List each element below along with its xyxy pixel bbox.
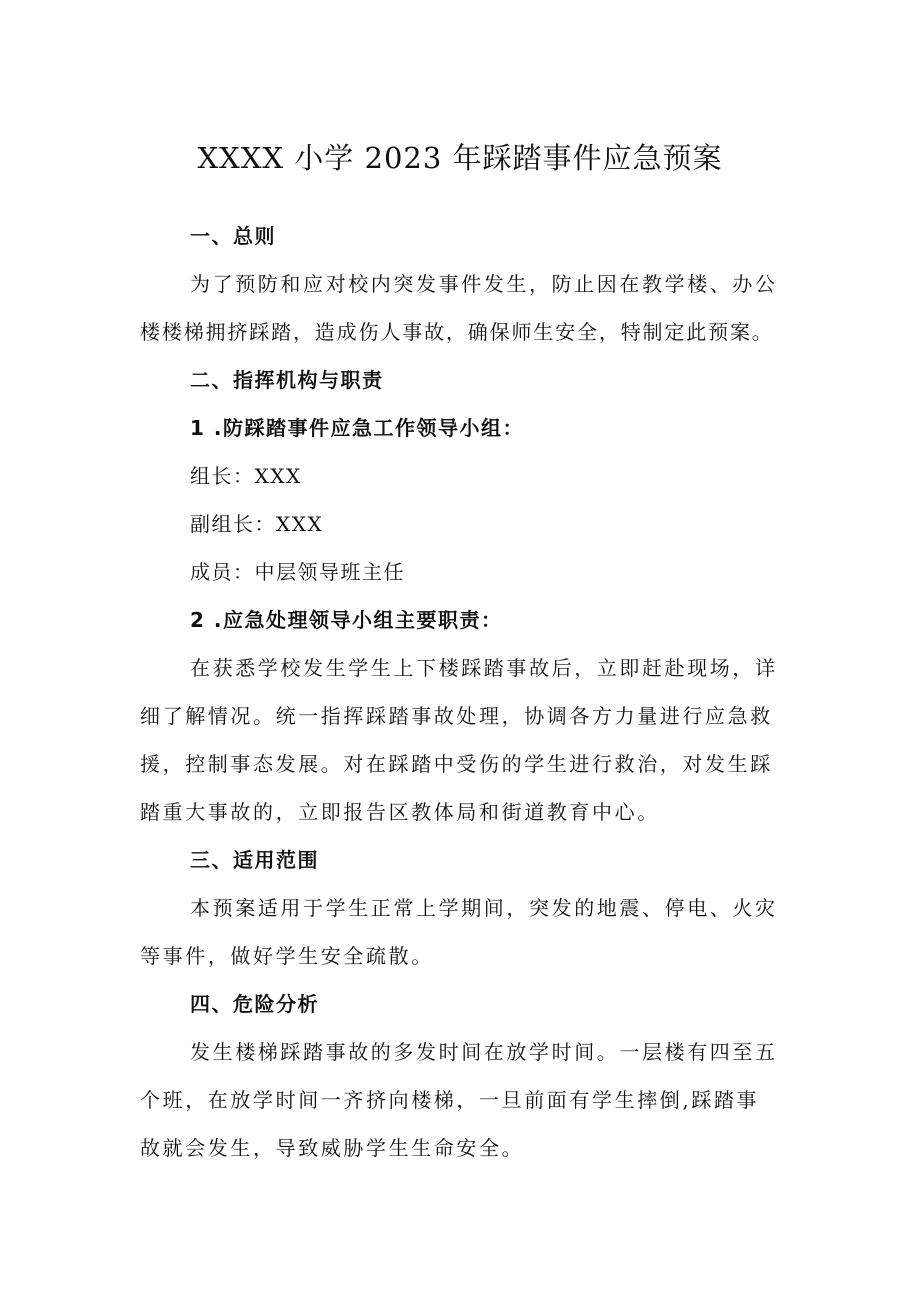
paragraph-line: 为了预防和应对校内突发事件发生，防止因在教学楼、办公 — [190, 272, 778, 296]
paragraph-line: 个班，在放学时间一齐挤向楼梯，一旦前面有学生摔倒,踩踏事 — [140, 1088, 760, 1112]
paragraph-line: 故就会发生，导致威胁学生生命安全。 — [140, 1136, 525, 1160]
paragraph-line: 楼楼梯拥挤踩踏，造成伤人事故，确保师生安全，特制定此预案。 — [140, 320, 774, 344]
section-heading-risk: 四、危险分析 — [190, 992, 319, 1016]
paragraph-line: 等事件，做好学生安全疏散。 — [140, 944, 434, 968]
paragraph-line: 本预案适用于学生正常上学期间，突发的地震、停电、火灾 — [190, 896, 778, 920]
paragraph-line: 发生楼梯踩踏事故的多发时间在放学时间。一层楼有四至五 — [190, 1040, 778, 1064]
paragraph-line: 细了解情况。统一指挥踩踏事故处理，协调各方力量进行应急救 — [140, 704, 773, 728]
section-heading-scope: 三、适用范围 — [190, 848, 319, 872]
paragraph-line: 踏重大事故的，立即报告区教体局和街道教育中心。 — [140, 800, 660, 824]
members-line: 成员：中层领导班主任 — [190, 560, 405, 584]
paragraph-line: 援，控制事态发展。对在踩踏中受伤的学生进行救治，对发生踩 — [140, 752, 773, 776]
section-heading-command: 二、指挥机构与职责 — [190, 368, 384, 392]
leader-line: 组长：XXX — [190, 464, 302, 488]
subheading-leadership-group: 1 .防踩踏事件应急工作领导小组： — [190, 416, 524, 440]
document-title: XXXX 小学 2023 年踩踏事件应急预案 — [197, 141, 723, 175]
subheading-duties: 2 .应急处理领导小组主要职责： — [190, 608, 503, 632]
paragraph-line: 在获悉学校发生学生上下楼踩踏事故后，立即赶赴现场，详 — [190, 656, 778, 680]
section-heading-general: 一、总则 — [190, 224, 276, 248]
deputy-leader-line: 副组长：XXX — [190, 512, 324, 536]
